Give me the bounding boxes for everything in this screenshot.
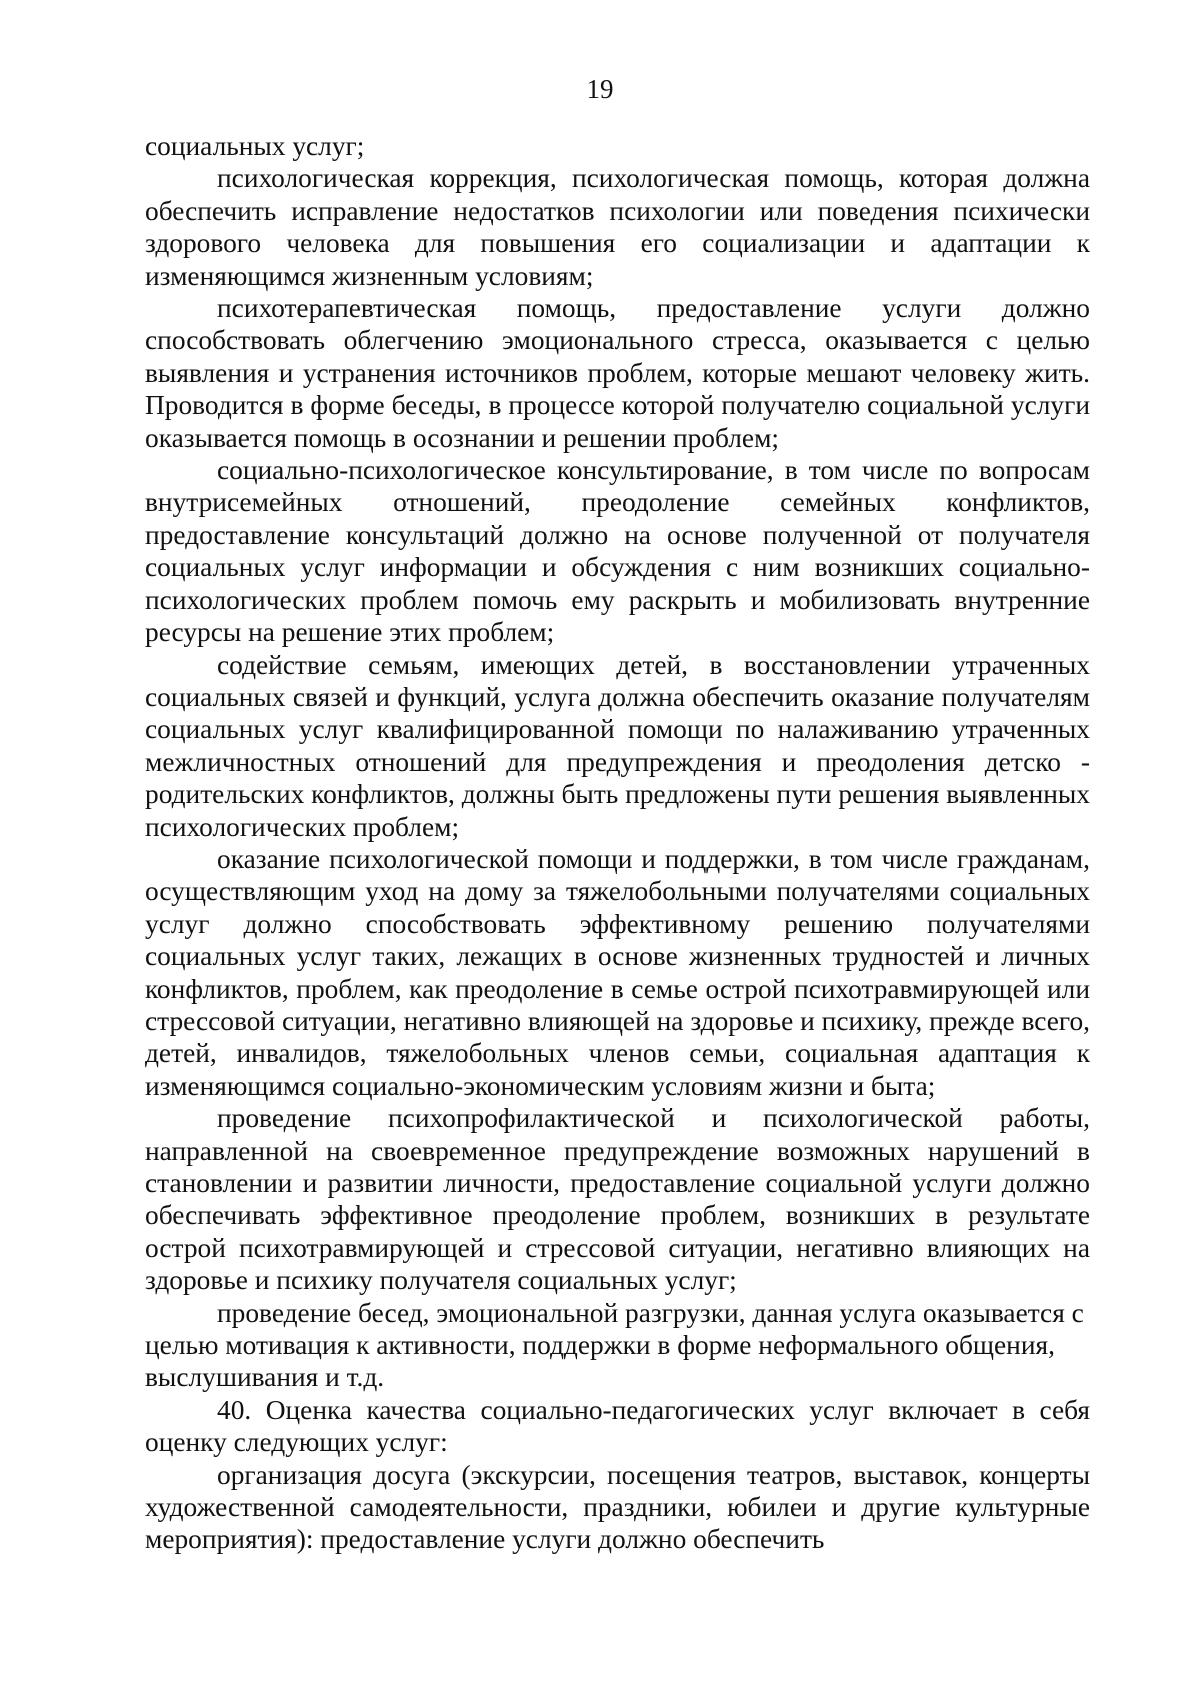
paragraph-family-assistance: содействие семьям, имеющих детей, в восстановлении утраченных социальных связей и функций, услуга должна обеспечить оказание получателям социальных услуг квалифицированной помощи по налаживанию утраченных межличностных отношений для предупреждения и преодоления детско - родительских конфликтов, должны быть предложены пути решения выявленных психологических проблем;	[145, 649, 1090, 842]
paragraph-social-psychological-consulting: социально-психологическое консультирование, в том числе по вопросам внутрисемейных отношений, преодоление семейных конфликтов, предоставление консультаций должно на основе полученной от получателя социальных услуг информации и обсуждения с ним возникших социально-психологических проблем помочь ему раскрыть и мобилизовать внутренние ресурсы на решение этих проблем;	[145, 455, 1090, 648]
paragraph-psychotherapeutic-help: психотерапевтическая помощь, предоставление услуги должно способствовать облегчению эмоционального стресса, оказывается с целью выявления и устранения источников проблем, которые мешают человеку жить. Проводится в форме беседы, в процессе которой получателю социальной услуги оказывается помощь в осознании и решении проблем;	[145, 293, 1090, 453]
page-number: 19	[586, 74, 614, 104]
paragraph-section-40: 40. Оценка качества социально-педагогических услуг включает в себя оценку следующих услуг:	[145, 1394, 1090, 1458]
paragraph-psychological-support: оказание психологической помощи и поддержки, в том числе гражданам, осуществляющим уход на дому за тяжелобольными получателями социальных услуг должно способствовать эффективному решению получателями социальных услуг таких, лежащих в основе жизненных трудностей и личных конфликтов, проблем, как преодоление в семье острой психотравмирующей или стрессовой ситуации, негативно влияющей на здоровье и психику, прежде всего, детей, инвалидов, тяжелобольных членов семьи, социальная адаптация к изменяющимся социально-экономическим условиям жизни и быта;	[145, 843, 1090, 1101]
paragraph-conversations: проведение бесед, эмоциональной разгрузки, данная услуга оказывается с целью мотивация к активности, поддержки в форме неформального общения, выслушивания и т.д.	[145, 1297, 1084, 1393]
paragraph-psychoprophylactic-work: проведение психопрофилактической и психологической работы, направленной на своевременное предупреждение возможных нарушений в становлении и развитии личности, предоставление социальной услуги должно обеспечивать эффективное преодоление проблем, возникших в результате острой психотравмирующей и стрессовой ситуации, негативно влияющих на здоровье и психику получателя социальных услуг;	[145, 1103, 1090, 1296]
paragraph-continuation: социальных услуг;	[145, 131, 365, 161]
page-body	[145, 130, 1090, 1556]
paragraph-leisure-organization: организация досуга (экскурсии, посещения театров, выставок, концерты художественной самодеятельности, праздники, юбилеи и другие культурные мероприятия): предоставление услуги должно обеспечить	[145, 1459, 1090, 1555]
paragraph-psychological-correction: психологическая коррекция, психологическая помощь, которая должна обеспечить исправление недостатков психологии или поведения психически здорового человека для повышения его социализации и адаптации к изменяющимся жизненным условиям;	[145, 163, 1090, 291]
